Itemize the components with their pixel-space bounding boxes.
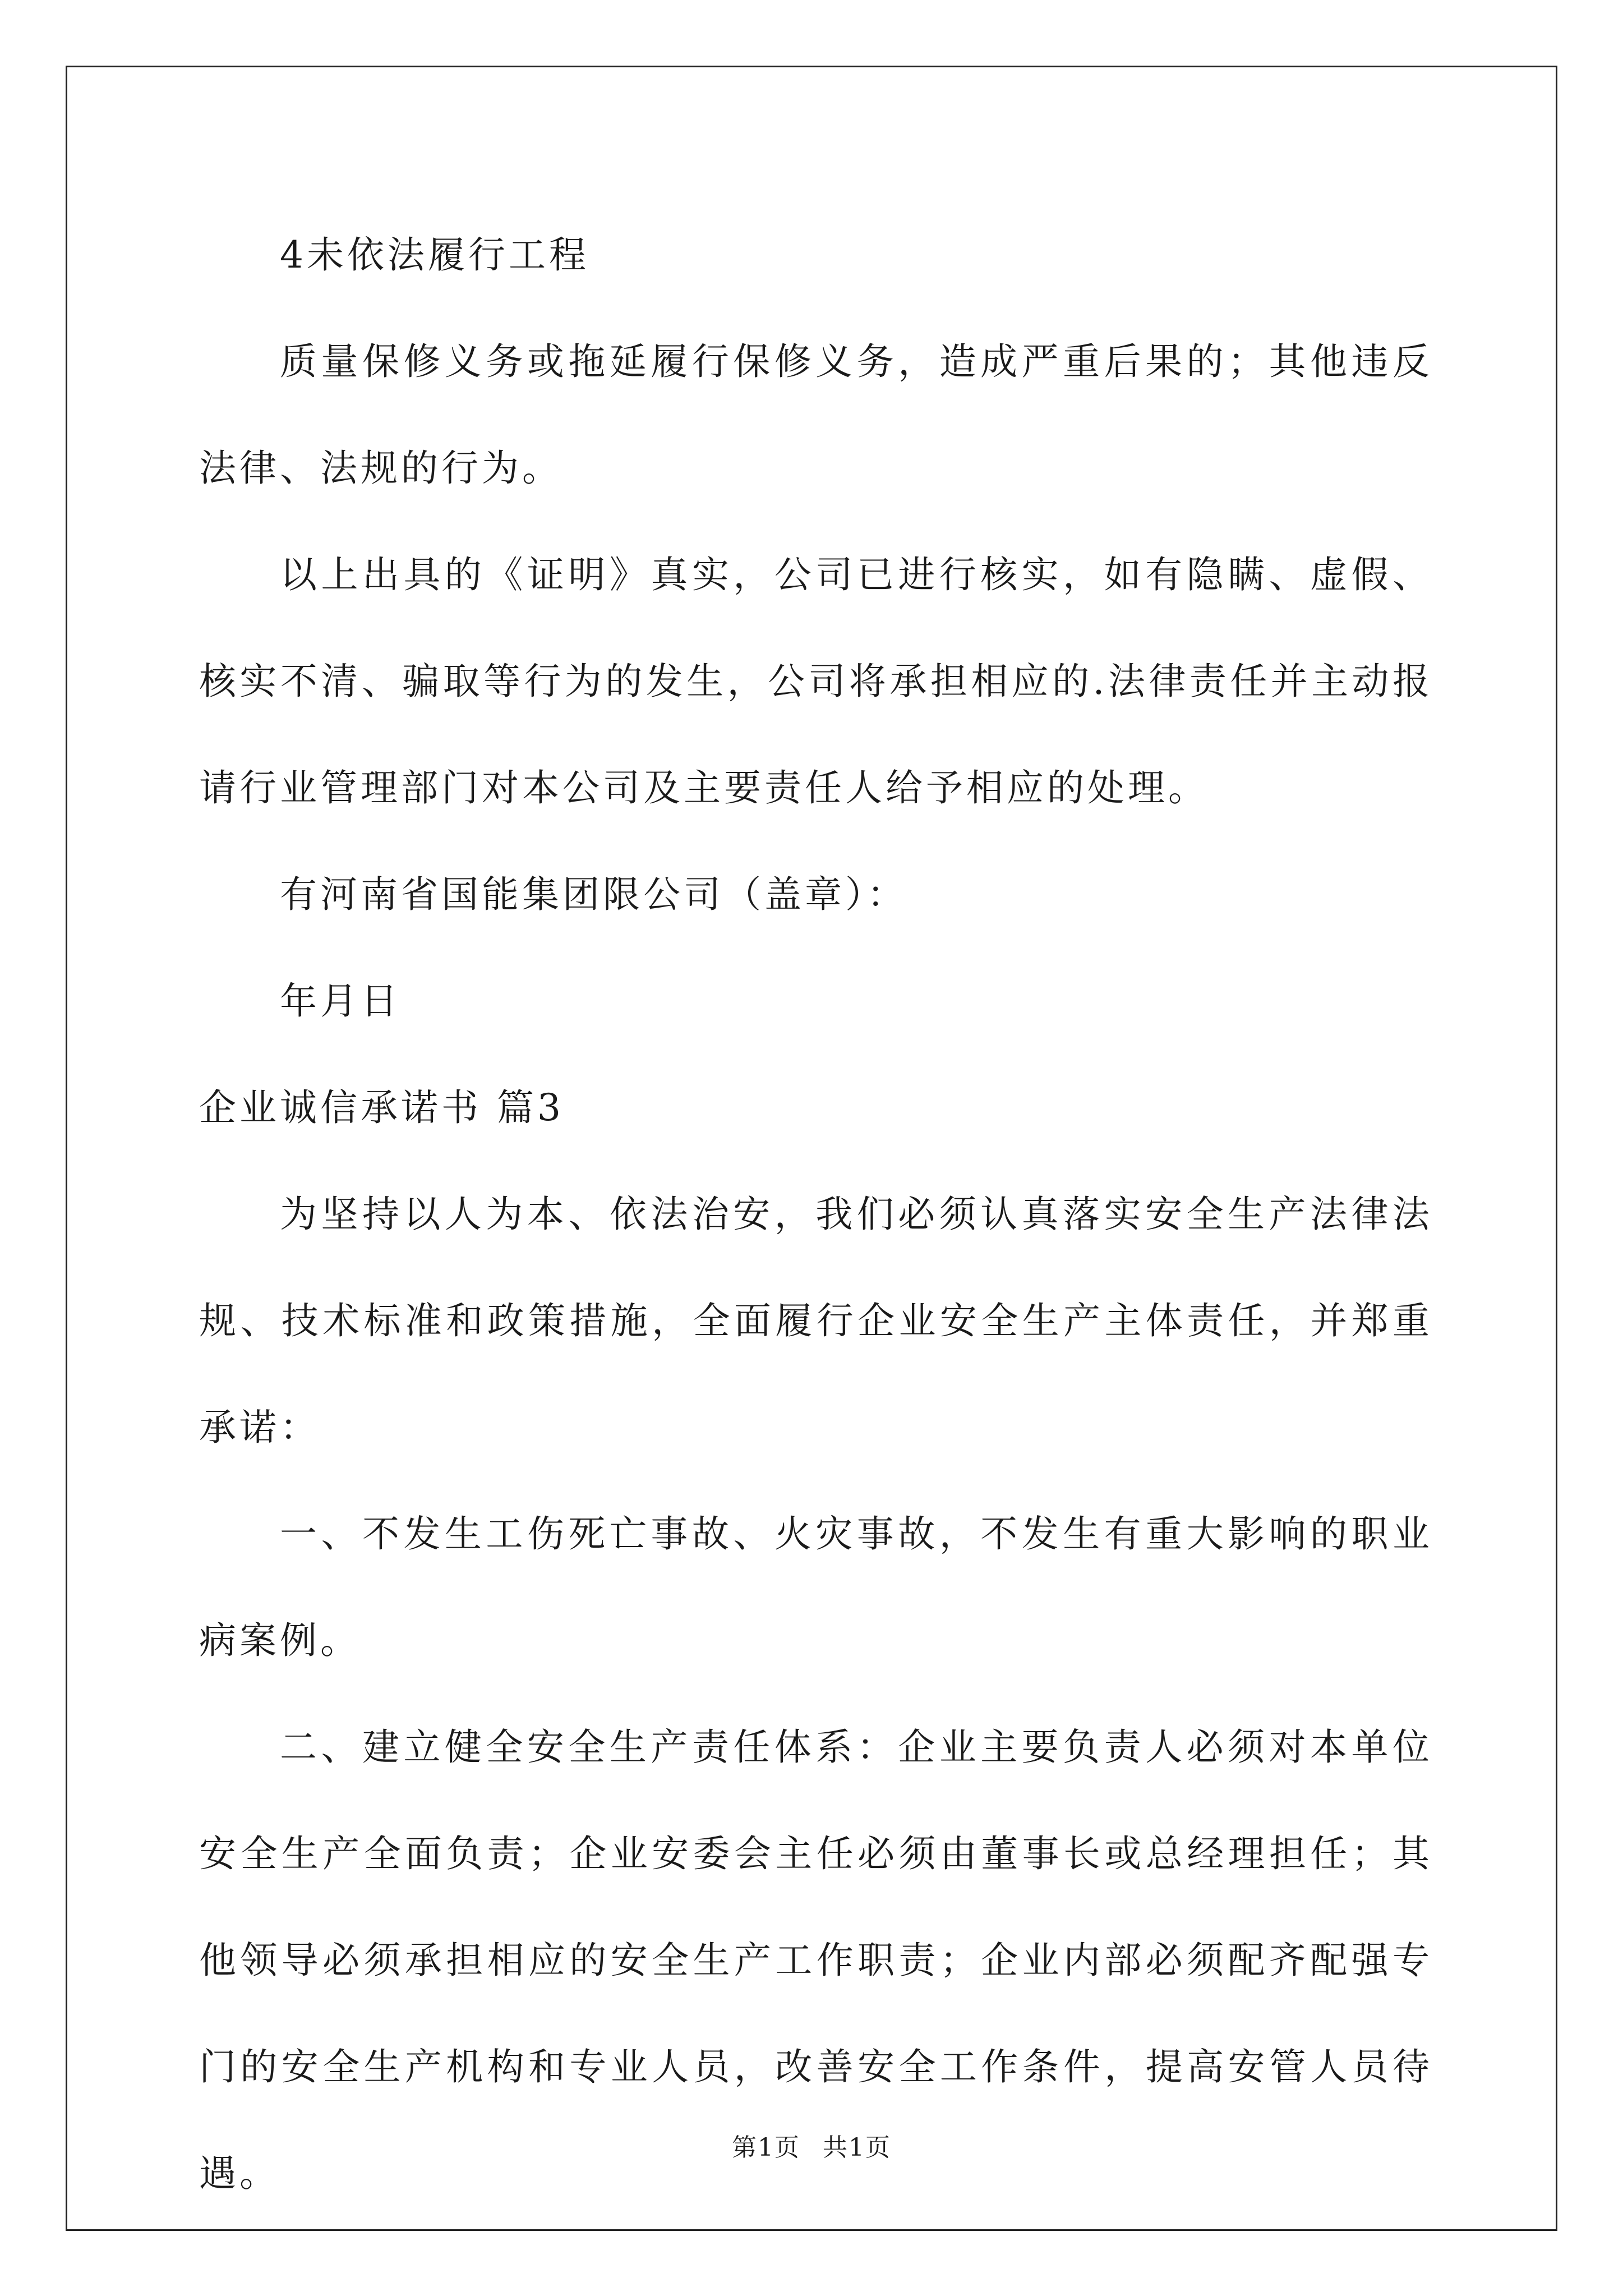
paragraph-2: 质量保修义务或拖延履行保修义务，造成严重后果的；其他违反法律、法规的行为。: [199, 340, 1433, 490]
date-line: 年月日: [280, 979, 401, 1023]
section-heading: 企业诚信承诺书 篇3: [199, 1086, 564, 1129]
paragraph-8: 一、不发生工伤死亡事故、火灾事故，不发生有重大影响的职业病案例。: [199, 1512, 1433, 1662]
paragraph-1: 4未依法履行工程: [280, 233, 589, 277]
company-seal-line: 有河南省国能集团限公司（盖章）：: [280, 873, 907, 916]
page-total: 共1页: [823, 2133, 891, 2162]
page-number: 第1页: [732, 2133, 800, 2162]
paragraph-7: 为坚持以人为本、依法治安，我们必须认真落实安全生产法律法规、技术标准和政策措施，全面履行企业安全生产主体责任，并郑重承诺：: [199, 1193, 1433, 1449]
document-body: [199, 202, 1433, 2227]
page-footer: [0, 2127, 1623, 2163]
paragraph-9: 二、建立健全安全生产责任体系：企业主要负责人必须对本单位安全生产全面负责；企业安委会主任必须由董事长或总经理担任；其他领导必须承担相应的安全生产工作职责；企业内部必须配齐配强专门的安全生产机构和专业人员，改善安全工作条件，提高安管人员待遇。: [199, 1726, 1433, 2195]
paragraph-3: 以上出具的《证明》真实，公司已进行核实，如有隐瞒、虚假、核实不清、骗取等行为的发生，公司将承担相应的.法律责任并主动报请行业管理部门对本公司及主要责任人给予相应的处理。: [199, 553, 1433, 809]
